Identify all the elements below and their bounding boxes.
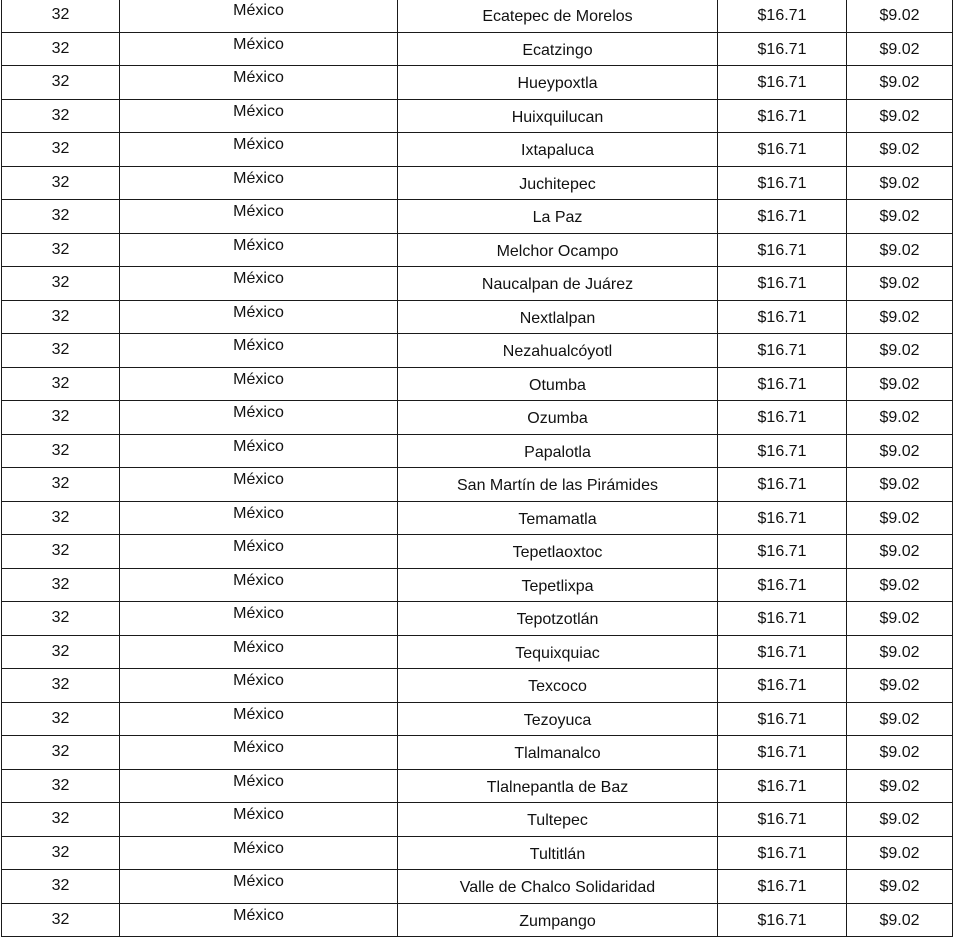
state-name-cell: México (120, 736, 398, 770)
table-row (2, 635, 953, 669)
municipality-cell: Huixquilucan (398, 99, 718, 133)
price-b-cell: $9.02 (847, 501, 953, 535)
municipality-cell: Ecatzingo (398, 32, 718, 66)
table-row (2, 702, 953, 736)
table-row (2, 267, 953, 301)
price-b-cell: $9.02 (847, 367, 953, 401)
state-name-cell: México (120, 0, 398, 32)
state-name-cell: México (120, 468, 398, 502)
state-name-cell: México (120, 267, 398, 301)
price-a-cell: $16.71 (718, 568, 847, 602)
table-row (2, 0, 953, 32)
price-a-cell: $16.71 (718, 870, 847, 904)
state-code-cell: 32 (2, 0, 120, 32)
state-name-cell: México (120, 166, 398, 200)
table-body (2, 0, 953, 937)
state-name-cell: México (120, 367, 398, 401)
state-code-cell: 32 (2, 669, 120, 703)
price-a-cell: $16.71 (718, 66, 847, 100)
table-row (2, 99, 953, 133)
municipality-cell: Texcoco (398, 669, 718, 703)
state-name-cell: México (120, 602, 398, 636)
state-code-cell: 32 (2, 434, 120, 468)
state-name-cell: México (120, 233, 398, 267)
price-a-cell: $16.71 (718, 133, 847, 167)
price-a-cell: $16.71 (718, 401, 847, 435)
state-name-cell: México (120, 769, 398, 803)
state-code-cell: 32 (2, 736, 120, 770)
state-name-cell: México (120, 803, 398, 837)
municipality-cell: Tultitlán (398, 836, 718, 870)
state-code-cell: 32 (2, 702, 120, 736)
state-code-cell: 32 (2, 267, 120, 301)
state-code-cell: 32 (2, 133, 120, 167)
table-row (2, 66, 953, 100)
table-row (2, 535, 953, 569)
municipality-cell: Otumba (398, 367, 718, 401)
price-b-cell: $9.02 (847, 166, 953, 200)
municipality-cell: Melchor Ocampo (398, 233, 718, 267)
price-a-cell: $16.71 (718, 602, 847, 636)
state-name-cell: México (120, 32, 398, 66)
table-row (2, 803, 953, 837)
state-code-cell: 32 (2, 334, 120, 368)
price-b-cell: $9.02 (847, 66, 953, 100)
table-row (2, 568, 953, 602)
state-name-cell: México (120, 870, 398, 904)
table-row (2, 133, 953, 167)
state-code-cell: 32 (2, 300, 120, 334)
municipality-price-table (1, 0, 953, 937)
price-a-cell: $16.71 (718, 535, 847, 569)
table-row (2, 367, 953, 401)
price-b-cell: $9.02 (847, 0, 953, 32)
price-b-cell: $9.02 (847, 468, 953, 502)
price-b-cell: $9.02 (847, 267, 953, 301)
table-row (2, 870, 953, 904)
table-row (2, 602, 953, 636)
price-b-cell: $9.02 (847, 803, 953, 837)
state-name-cell: México (120, 66, 398, 100)
state-name-cell: México (120, 635, 398, 669)
table-row (2, 669, 953, 703)
table-row (2, 468, 953, 502)
state-code-cell: 32 (2, 602, 120, 636)
state-code-cell: 32 (2, 903, 120, 937)
state-code-cell: 32 (2, 166, 120, 200)
price-b-cell: $9.02 (847, 568, 953, 602)
municipality-cell: La Paz (398, 200, 718, 234)
price-b-cell: $9.02 (847, 133, 953, 167)
municipality-cell: Nextlalpan (398, 300, 718, 334)
price-b-cell: $9.02 (847, 669, 953, 703)
table-row (2, 200, 953, 234)
price-a-cell: $16.71 (718, 267, 847, 301)
price-a-cell: $16.71 (718, 200, 847, 234)
price-a-cell: $16.71 (718, 669, 847, 703)
price-b-cell: $9.02 (847, 401, 953, 435)
table-row (2, 300, 953, 334)
table-row (2, 903, 953, 937)
state-name-cell: México (120, 300, 398, 334)
price-b-cell: $9.02 (847, 635, 953, 669)
municipality-cell: Temamatla (398, 501, 718, 535)
state-name-cell: México (120, 334, 398, 368)
price-a-cell: $16.71 (718, 300, 847, 334)
table-row (2, 501, 953, 535)
price-b-cell: $9.02 (847, 535, 953, 569)
municipality-cell: Tezoyuca (398, 702, 718, 736)
state-name-cell: México (120, 133, 398, 167)
table-row (2, 233, 953, 267)
state-name-cell: México (120, 535, 398, 569)
municipality-cell: Nezahualcóyotl (398, 334, 718, 368)
municipality-cell: Papalotla (398, 434, 718, 468)
price-b-cell: $9.02 (847, 233, 953, 267)
municipality-cell: Tepetlixpa (398, 568, 718, 602)
price-b-cell: $9.02 (847, 903, 953, 937)
municipality-cell: Ixtapaluca (398, 133, 718, 167)
price-a-cell: $16.71 (718, 233, 847, 267)
state-code-cell: 32 (2, 870, 120, 904)
state-name-cell: México (120, 903, 398, 937)
price-b-cell: $9.02 (847, 200, 953, 234)
municipality-cell: Hueypoxtla (398, 66, 718, 100)
state-code-cell: 32 (2, 66, 120, 100)
price-a-cell: $16.71 (718, 334, 847, 368)
state-code-cell: 32 (2, 468, 120, 502)
municipality-cell: Tlalnepantla de Baz (398, 769, 718, 803)
municipality-cell: Ecatepec de Morelos (398, 0, 718, 32)
price-b-cell: $9.02 (847, 334, 953, 368)
table-row (2, 434, 953, 468)
state-name-cell: México (120, 669, 398, 703)
price-b-cell: $9.02 (847, 702, 953, 736)
table-row (2, 736, 953, 770)
price-b-cell: $9.02 (847, 769, 953, 803)
municipality-cell: Naucalpan de Juárez (398, 267, 718, 301)
municipality-cell: Tepetlaoxtoc (398, 535, 718, 569)
state-name-cell: México (120, 501, 398, 535)
price-a-cell: $16.71 (718, 635, 847, 669)
table-row (2, 166, 953, 200)
state-code-cell: 32 (2, 99, 120, 133)
municipality-cell: Zumpango (398, 903, 718, 937)
price-b-cell: $9.02 (847, 736, 953, 770)
price-b-cell: $9.02 (847, 32, 953, 66)
price-b-cell: $9.02 (847, 99, 953, 133)
state-code-cell: 32 (2, 568, 120, 602)
state-name-cell: México (120, 702, 398, 736)
price-a-cell: $16.71 (718, 836, 847, 870)
municipality-cell: Tequixquiac (398, 635, 718, 669)
price-b-cell: $9.02 (847, 602, 953, 636)
state-code-cell: 32 (2, 233, 120, 267)
table-row (2, 334, 953, 368)
state-name-cell: México (120, 434, 398, 468)
price-a-cell: $16.71 (718, 769, 847, 803)
state-code-cell: 32 (2, 836, 120, 870)
municipality-cell: Tlalmanalco (398, 736, 718, 770)
municipality-cell: Tultepec (398, 803, 718, 837)
price-a-cell: $16.71 (718, 0, 847, 32)
state-name-cell: México (120, 401, 398, 435)
state-code-cell: 32 (2, 367, 120, 401)
price-b-cell: $9.02 (847, 434, 953, 468)
state-code-cell: 32 (2, 32, 120, 66)
price-b-cell: $9.02 (847, 836, 953, 870)
table-row (2, 836, 953, 870)
price-a-cell: $16.71 (718, 468, 847, 502)
price-a-cell: $16.71 (718, 367, 847, 401)
price-a-cell: $16.71 (718, 166, 847, 200)
municipality-cell: San Martín de las Pirámides (398, 468, 718, 502)
table-row (2, 401, 953, 435)
state-code-cell: 32 (2, 769, 120, 803)
price-b-cell: $9.02 (847, 300, 953, 334)
price-a-cell: $16.71 (718, 803, 847, 837)
table-row (2, 32, 953, 66)
price-a-cell: $16.71 (718, 32, 847, 66)
state-code-cell: 32 (2, 501, 120, 535)
price-a-cell: $16.71 (718, 702, 847, 736)
price-a-cell: $16.71 (718, 434, 847, 468)
state-code-cell: 32 (2, 535, 120, 569)
state-code-cell: 32 (2, 401, 120, 435)
municipality-cell: Ozumba (398, 401, 718, 435)
state-code-cell: 32 (2, 635, 120, 669)
municipality-cell: Valle de Chalco Solidaridad (398, 870, 718, 904)
price-a-cell: $16.71 (718, 501, 847, 535)
price-b-cell: $9.02 (847, 870, 953, 904)
price-a-cell: $16.71 (718, 99, 847, 133)
state-name-cell: México (120, 836, 398, 870)
municipality-cell: Tepotzotlán (398, 602, 718, 636)
state-name-cell: México (120, 200, 398, 234)
state-name-cell: México (120, 99, 398, 133)
table-row (2, 769, 953, 803)
state-code-cell: 32 (2, 803, 120, 837)
price-a-cell: $16.71 (718, 736, 847, 770)
price-a-cell: $16.71 (718, 903, 847, 937)
state-name-cell: México (120, 568, 398, 602)
municipality-cell: Juchitepec (398, 166, 718, 200)
state-code-cell: 32 (2, 200, 120, 234)
